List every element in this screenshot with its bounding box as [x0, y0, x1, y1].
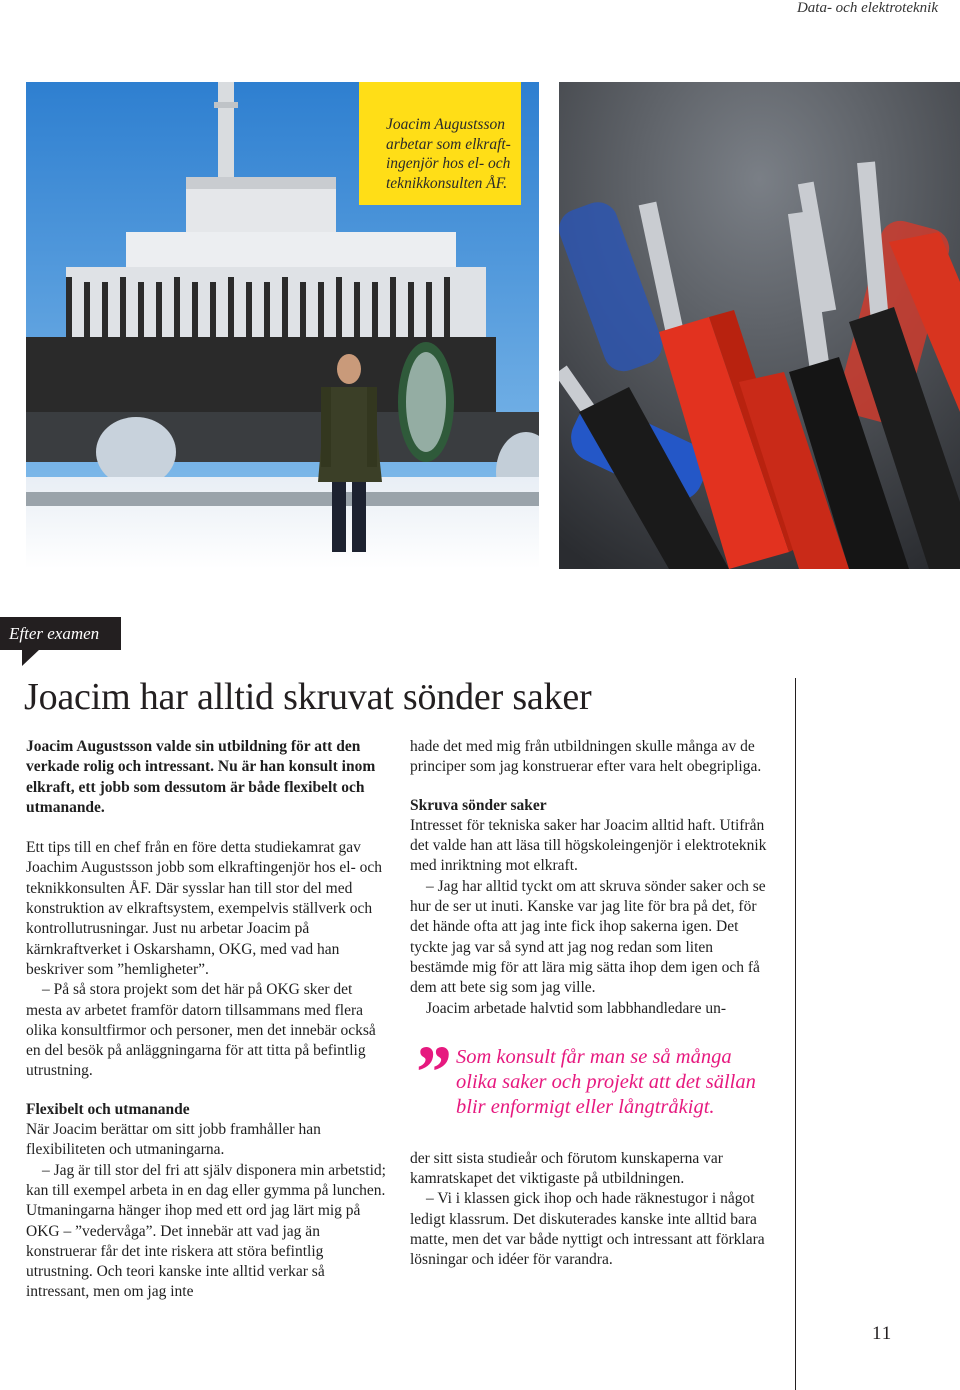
body-paragraph: – Jag har alltid tyckt om att skruva sönder saker och se hur de ser ut inuti. Kanske var jag lite för bra på det, för det hände ofta att jag inte fick ihop sakerna igen. Det tyckte jag var så synd att jag nog redan som liten bestämde mig för att lära mig sätta ihop dem igen och få dem att bete sig som jag ville. — [410, 877, 766, 997]
section-tag-tail — [22, 649, 40, 666]
pull-quote — [410, 1030, 770, 1125]
body-paragraph: – Jag är till stor del fri att själv disponera min arbetstid; kan till exempel arbeta in en dag eller gymma på lunchen. Utmaningarna hänger ihop med ett ord jag lärt mig på OKG – ”vedervåga”. Det innebär att vad jag än konstruerar får det inte riskera att störa befintlig utrustning. Och teori kanske inte alltid verkar så intressant, men om jag inte — [26, 1161, 386, 1301]
lead-paragraph: Joacim Augustsson valde sin utbildning för att den verkade rolig och intressant. Nu är han konsult inom elkraft, ett jobb som dessutom är både flexibelt och utmanande. — [26, 738, 376, 816]
subheading: Skruva sönder saker — [410, 796, 547, 814]
body-paragraph: der sitt sista studieår och förutom kunskaperna var kamratskapet det viktigaste på utbildningen. — [410, 1149, 723, 1188]
photo-caption: Joacim Augustsson arbetar som elkraft-ingenjör hos el- och teknikkonsulten ÅF. — [359, 82, 521, 205]
body-paragraph: hade det med mig från utbildningen skulle många av de principer som jag konstruerar efter vara helt obegripliga. — [410, 738, 762, 776]
running-header: Data- och elektroteknik — [796, 0, 938, 16]
body-paragraph: Joacim arbetade halvtid som labbhandledare un- — [426, 999, 726, 1017]
article-column-left — [26, 737, 386, 1303]
section-tag: Efter examen — [0, 617, 121, 650]
pull-quote-text: Som konsult får man se så många olika saker och projekt att det sällan blir enformigt eller långtråkigt. — [456, 1045, 756, 1118]
body-paragraph: – Vi i klassen gick ihop och hade räknestugor i något ledigt klassrum. Det diskuterades kanske inte alltid bara matte, men det var både nyttigt och intressant att förklara lösningar och idéer för varandra. — [410, 1190, 765, 1269]
subheading: Flexibelt och utmanande — [26, 1100, 190, 1118]
quote-mark-icon: ” — [412, 1030, 450, 1115]
body-paragraph: När Joacim berättar om sitt jobb framhåller han flexibiliteten och utmaningarna. — [26, 1121, 321, 1159]
photo-banana-plugs — [559, 82, 960, 569]
article-column-right — [410, 737, 770, 1271]
article-title: Joacim har alltid skruvat sönder saker — [24, 676, 592, 718]
body-paragraph: – På så stora projekt som det här på OKG sker det mesta av arbetet framför datorn tillsammans med flera olika konsultfirmor och personer, men det innebär också en del besök på anläggningarna för att titta på befintlig utrustning. — [26, 981, 376, 1080]
body-paragraph: Intresset för tekniska saker har Joacim alltid haft. Utifrån det valde han att läsa till högskoleingenjör i elektroteknik med inriktning mot elkraft. — [410, 816, 767, 875]
body-paragraph: Ett tips till en chef från en före detta studiekamrat gav Joachim Augustsson jobb som elkraftingenjör hos el- och teknikkonsulten ÅF. Där sysslar han till stor del med konstruktion av elkraftsystem, exempelvis ställverk och kontrollutrusningar. Just nu arbetar Joacim på kärnkraftverket i Oskarshamn, OKG, med vad han beskriver som ”hemligheter”. — [26, 839, 383, 978]
column-rule — [795, 678, 796, 1390]
page-number: 11 — [872, 1323, 893, 1344]
